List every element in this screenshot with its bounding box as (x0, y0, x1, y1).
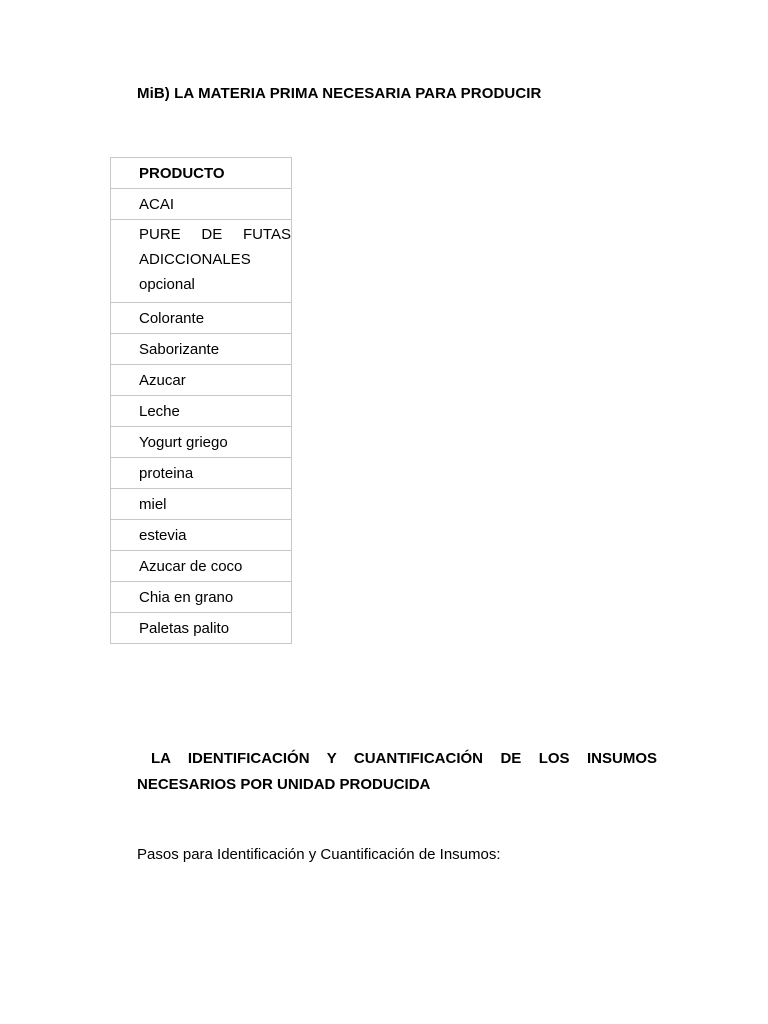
table-cell: Colorante (111, 303, 292, 334)
page-heading: MiB) LA MATERIA PRIMA NECESARIA PARA PRODUCIR (137, 85, 542, 102)
table-cell: ACAI (111, 189, 292, 220)
table-row (111, 489, 292, 520)
table-row (111, 189, 292, 220)
table-cell: Saborizante (111, 334, 292, 365)
section-heading-line: LA IDENTIFICACIÓN Y CUANTIFICACIÓN DE LOS INSUMOS (151, 750, 657, 767)
table-row (111, 220, 292, 303)
table-cell: proteina (111, 458, 292, 489)
table-row (111, 396, 292, 427)
product-table (110, 157, 292, 644)
table-cell: estevia (111, 520, 292, 551)
table-cell: Azucar de coco (111, 551, 292, 582)
steps-paragraph: Pasos para Identificación y Cuantificación de Insumos: (137, 846, 501, 863)
table-cell-line: PURE DE FUTAS (139, 226, 291, 243)
table-cell: Azucar (111, 365, 292, 396)
table-row (111, 458, 292, 489)
table-row (111, 303, 292, 334)
table-header-cell: PRODUCTO (111, 158, 292, 189)
table-row (111, 582, 292, 613)
section-heading-line: NECESARIOS POR UNIDAD PRODUCIDA (137, 776, 431, 793)
table-header-row (111, 158, 292, 189)
table-row (111, 427, 292, 458)
table-cell-line: ADICCIONALES (139, 251, 251, 268)
table-row (111, 613, 292, 644)
table-cell: Paletas palito (111, 613, 292, 644)
table-row (111, 520, 292, 551)
section-heading (137, 746, 657, 798)
table-cell: Leche (111, 396, 292, 427)
table-cell-line: opcional (139, 276, 195, 293)
table-row (111, 365, 292, 396)
table-row (111, 334, 292, 365)
table-row (111, 551, 292, 582)
table-cell (111, 220, 292, 303)
table-cell: Yogurt griego (111, 427, 292, 458)
table-cell: Chia en grano (111, 582, 292, 613)
table-cell: miel (111, 489, 292, 520)
